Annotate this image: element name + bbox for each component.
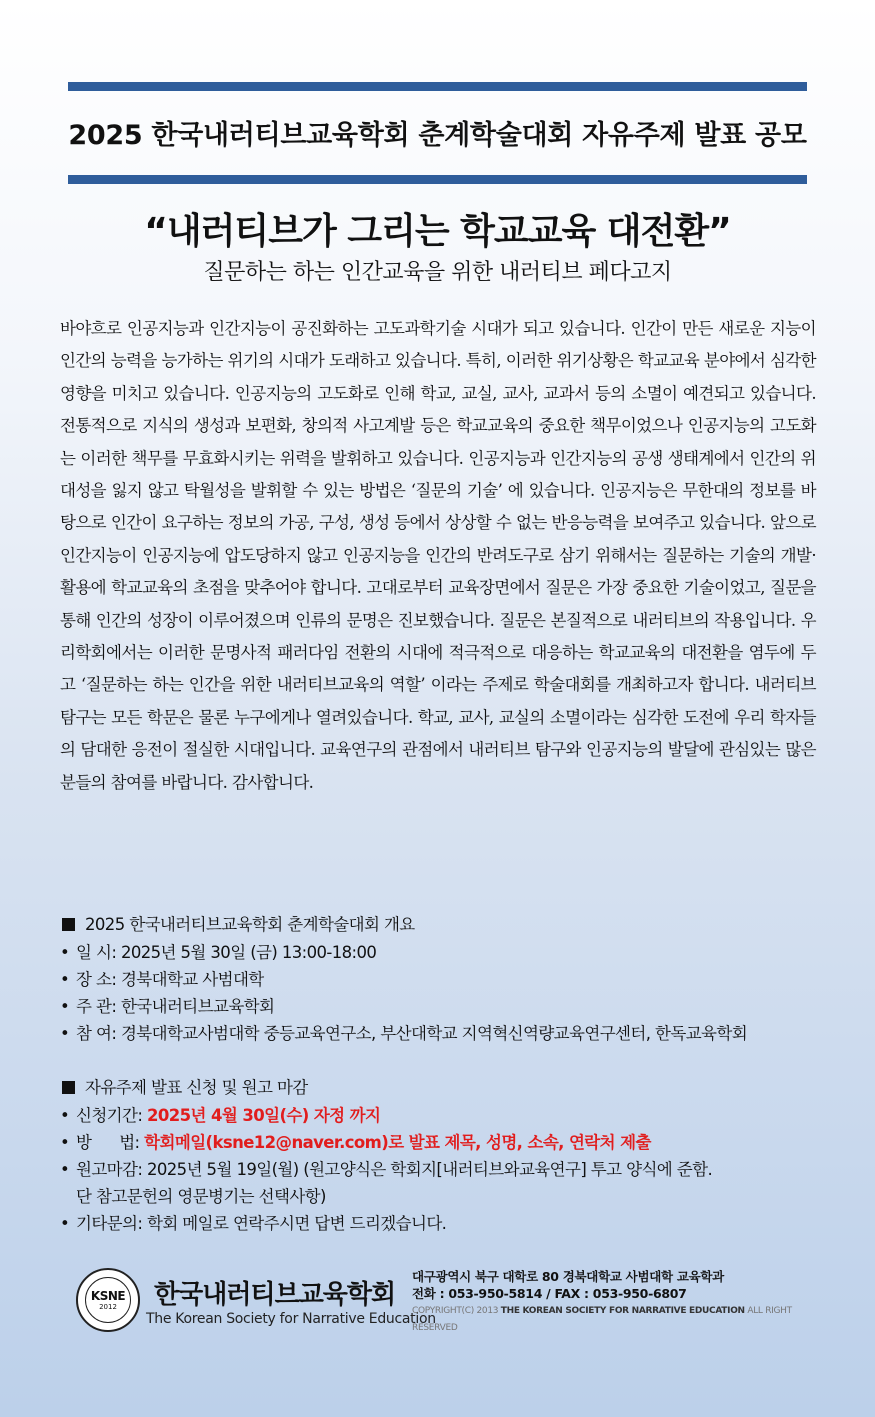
phone-fax: 전화 : 053-950-5814 / FAX : 053-950-6807 xyxy=(412,1286,687,1301)
ksne-logo-icon xyxy=(76,1268,140,1332)
square-bullet-icon xyxy=(62,918,75,931)
copyright: COPYRIGHT(C) 2013 THE KOREAN SOCIETY FOR NARRATIVE EDUCATION ALL RIGHT RESERVED xyxy=(412,1306,792,1333)
submission-method: • 방 법: 학회메일(ksne12@naver.com)로 발표 제목, 성명, 소속, 연락처 제출 xyxy=(60,1129,830,1156)
deadline-note: 단 참고문헌의 영문병기는 선택사항) xyxy=(76,1187,326,1206)
announcement-body: 바야흐로 인공지능과 인간지능이 공진화하는 고도과학기술 시대가 되고 있습니다. 인간이 만든 새로운 지능이 인간의 능력을 능가하는 위기의 시대가 도래하고 있습니다. 특히, 이러한 위기상황은 학교교육 분야에서 심각한 영향을 미치고 있습니다. 인공지능의 고도화로 인해 학교, 교실, 교사, 교과서 등의 소멸이 예견되고 있습니다. 전통적으로 지식의 생성과 보편화, 창의적 사고계발 등은 학교교육의 중요한 책무이었으나 인공지능의 고도화는 이러한 책무를 무효화시키는 위력을 발휘하고 있습니다. 인공지능과 인간지능의 공생 생태계에서 인간의 위대성을 잃지 않고 탁월성을 발휘할 수 있는 방법은 ‘질문의 기술’ 에 있습니다. 인공지능은 무한대의 정보를 바탕으로 인간이 요구하는 정보의 가공, 구성, 생성 등에서 상상할 수 없는 반응능력을 보여주고 있습니다. 앞으로 인간지능이 인공지능에 압도당하지 않고 인공지능을 인간의 반려도구로 삼기 위해서는 질문하는 기술의 개발·활용에 학교교육의 초점을 맞추어야 합니다. 고대로부터 교육장면에서 질문은 가장 중요한 기술이었고, 질문을 통해 인간의 성장이 이루어졌으며 인류의 문명은 진보했습니다. 질문은 본질적으로 내러티브의 작용입니다. 우리학회에서는 이러한 문명사적 패러다임 전환의 시대에 적극적으로 대응하는 학교교육의 대전환을 염두에 두고 ‘질문하는 하는 인간을 위한 내러티브교육의 역할’ 이라는 주제로 학술대회를 개최하고자 합니다. 내러티브 탐구는 모든 학문은 물론 누구에게나 열려있습니다. 학교, 교사, 교실의 소멸이라는 심각한 도전에 우리 학자들의 담대한 응전이 절실한 시대입니다. 교육연구의 관점에서 내러티브 탐구와 인공지능의 발달에 관심있는 많은 분들의 참여를 바랍니다. 감사합니다. xyxy=(60,319,816,792)
submission-period: • 신청기간: 2025년 4월 30일(수) 자정 까지 xyxy=(60,1102,830,1129)
submission-section xyxy=(60,1073,830,1237)
bottom-divider-bar xyxy=(68,175,807,184)
footer xyxy=(76,1268,816,1348)
submission-heading: 자유주제 발표 신청 및 원고 마감 xyxy=(60,1073,830,1102)
submission-deadline: • 원고마감: 2025년 5월 19일(월) (원고양식은 학회지[내러티브와교육연구] 투고 양식에 준함. 단 참고문헌의 영문병기는 선택사항) xyxy=(60,1156,830,1210)
overview-section xyxy=(60,910,830,1047)
banner-title: 2025 한국내러티브교육학회 춘계학술대회 자유주제 발표 공모 xyxy=(68,120,807,151)
org-name: 한국내러티브교육학회 xyxy=(154,1280,396,1310)
main-title: “내러티브가 그리는 학교교육 대전환” xyxy=(144,211,731,252)
overview-item-host: • 주 관: 한국내러티브교육학회 xyxy=(60,993,830,1020)
overview-item-date: • 일 시: 2025년 5월 30일 (금) 13:00-18:00 xyxy=(60,939,830,966)
submission-other: • 기타문의: 학회 메일로 연락주시면 답변 드리겠습니다. xyxy=(60,1210,830,1237)
contact-info xyxy=(412,1268,812,1337)
top-divider-bar xyxy=(68,82,807,91)
square-bullet-icon xyxy=(62,1081,75,1094)
overview-heading: 2025 한국내러티브교육학회 춘계학술대회 개요 xyxy=(60,910,830,939)
overview-item-participants: • 참 여: 경북대학교사범대학 중등교육연구소, 부산대학교 지역혁신역량교육연구센터, 한독교육학회 xyxy=(60,1020,830,1047)
subtitle: 질문하는 하는 인간교육을 위한 내러티브 페다고지 xyxy=(203,260,672,285)
org-name-english: The Korean Society for Narrative Education xyxy=(146,1311,436,1327)
logo-year: 2012 xyxy=(99,1303,117,1311)
overview-item-venue: • 장 소: 경북대학교 사범대학 xyxy=(60,966,830,993)
logo-abbr: KSNE xyxy=(90,1289,126,1303)
address: 대구광역시 북구 대학로 80 경북대학교 사범대학 교육학과 xyxy=(412,1269,724,1284)
